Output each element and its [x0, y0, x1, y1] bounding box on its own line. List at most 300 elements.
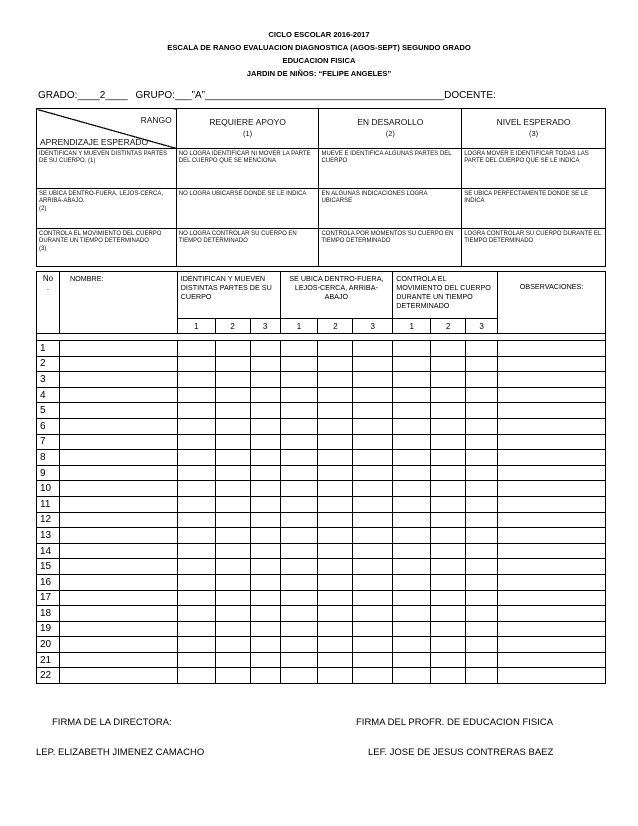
- score-cell[interactable]: [215, 621, 250, 637]
- row-number: 8: [37, 450, 60, 466]
- row-number: 7: [37, 434, 60, 450]
- score-cell[interactable]: [280, 450, 318, 466]
- score-cell[interactable]: [177, 621, 215, 637]
- student-name-cell[interactable]: [59, 512, 177, 528]
- score-cell[interactable]: [353, 418, 393, 434]
- score-cell[interactable]: [431, 372, 466, 388]
- score-cell[interactable]: [280, 465, 318, 481]
- score-cell[interactable]: [466, 621, 498, 637]
- score-cell[interactable]: [431, 528, 466, 544]
- score-cell[interactable]: [318, 652, 353, 668]
- score-cell[interactable]: [431, 418, 466, 434]
- score-cell[interactable]: [215, 434, 250, 450]
- score-cell[interactable]: [177, 590, 215, 606]
- column-header-nivel-esperado: [462, 109, 606, 149]
- observaciones-cell[interactable]: [498, 574, 606, 590]
- score-cell[interactable]: [318, 341, 353, 357]
- score-cell[interactable]: [353, 496, 393, 512]
- score-cell[interactable]: [280, 637, 318, 653]
- student-name-cell[interactable]: [59, 652, 177, 668]
- score-cell[interactable]: [250, 387, 280, 403]
- score-cell[interactable]: [280, 621, 318, 637]
- score-cell[interactable]: [318, 434, 353, 450]
- observaciones-cell[interactable]: [498, 434, 606, 450]
- descriptor-cell: CONTROLA POR MOMENTOS SU CUERPO EN TIEMPO DETERMINADO: [319, 229, 462, 267]
- student-row: [37, 606, 606, 622]
- score-cell[interactable]: [215, 637, 250, 653]
- score-cell[interactable]: [280, 590, 318, 606]
- no-header: [37, 272, 60, 334]
- score-cell[interactable]: [215, 574, 250, 590]
- score-cell[interactable]: [466, 341, 498, 357]
- student-name-cell[interactable]: [59, 621, 177, 637]
- rango-label: RANGO: [140, 115, 172, 125]
- score-cell[interactable]: [466, 512, 498, 528]
- aprendizaje-cell: [37, 189, 177, 229]
- score-cell[interactable]: [215, 341, 250, 357]
- score-cell[interactable]: [215, 387, 250, 403]
- column-header-requiere-apoyo: [176, 109, 319, 149]
- score-cell[interactable]: [250, 356, 280, 372]
- nombre-header: NOMBRE:: [59, 272, 177, 334]
- score-cell[interactable]: [393, 621, 431, 637]
- score-cell[interactable]: [280, 356, 318, 372]
- observaciones-cell[interactable]: [498, 403, 606, 419]
- row-number: 4: [37, 387, 60, 403]
- student-name-cell[interactable]: [59, 559, 177, 575]
- observaciones-cell[interactable]: [498, 450, 606, 466]
- score-cell[interactable]: [431, 450, 466, 466]
- score-cell[interactable]: [393, 496, 431, 512]
- student-name-cell[interactable]: [59, 574, 177, 590]
- score-cell[interactable]: [250, 465, 280, 481]
- score-cell[interactable]: [177, 450, 215, 466]
- score-cell[interactable]: [280, 543, 318, 559]
- score-cell[interactable]: [177, 387, 215, 403]
- observaciones-cell[interactable]: [498, 528, 606, 544]
- score-cell[interactable]: [353, 574, 393, 590]
- score-cell[interactable]: [393, 512, 431, 528]
- score-cell[interactable]: [177, 496, 215, 512]
- score-cell[interactable]: [353, 465, 393, 481]
- score-cell[interactable]: [177, 528, 215, 544]
- row-number: 22: [37, 668, 60, 684]
- score-cell[interactable]: [393, 652, 431, 668]
- score-cell[interactable]: [393, 590, 431, 606]
- score-cell[interactable]: [250, 496, 280, 512]
- score-cell[interactable]: [318, 559, 353, 575]
- score-cell[interactable]: [431, 637, 466, 653]
- score-cell[interactable]: [466, 652, 498, 668]
- score-cell[interactable]: [215, 450, 250, 466]
- student-name-cell[interactable]: [59, 606, 177, 622]
- student-row: [37, 668, 606, 684]
- score-cell[interactable]: [280, 606, 318, 622]
- column-label: EN DESAROLLO: [357, 117, 424, 127]
- score-cell[interactable]: [353, 652, 393, 668]
- observaciones-cell[interactable]: [498, 668, 606, 684]
- score-cell[interactable]: [250, 341, 280, 357]
- student-name-cell[interactable]: [59, 543, 177, 559]
- score-cell[interactable]: [466, 481, 498, 497]
- score-cell[interactable]: [280, 652, 318, 668]
- score-cell[interactable]: [177, 403, 215, 419]
- score-cell[interactable]: [431, 590, 466, 606]
- score-cell[interactable]: [177, 559, 215, 575]
- score-cell[interactable]: [393, 434, 431, 450]
- score-cell[interactable]: [177, 637, 215, 653]
- score-cell[interactable]: [250, 434, 280, 450]
- score-cell[interactable]: [250, 418, 280, 434]
- column-label: REQUIERE APOYO: [209, 117, 286, 127]
- aprendizaje-cell: IDENTIFICAN Y MUEVEN DISTINTAS PARTES DE SU CUERPO. (1): [37, 149, 177, 189]
- level-header: 1: [280, 319, 318, 334]
- group-header-se-ubica: SE UBICA DENTRO-FUERA, LEJOS-CERCA, ARRIBA-ABAJO: [280, 272, 393, 319]
- score-cell[interactable]: [318, 496, 353, 512]
- score-cell[interactable]: [318, 637, 353, 653]
- score-cell[interactable]: [280, 341, 318, 357]
- score-cell[interactable]: [215, 543, 250, 559]
- score-cell[interactable]: [215, 668, 250, 684]
- score-cell[interactable]: [318, 512, 353, 528]
- score-cell[interactable]: [353, 668, 393, 684]
- score-cell[interactable]: [177, 512, 215, 528]
- score-cell[interactable]: [250, 590, 280, 606]
- score-cell[interactable]: [353, 356, 393, 372]
- score-cell[interactable]: [215, 496, 250, 512]
- score-cell[interactable]: [318, 668, 353, 684]
- score-cell[interactable]: [353, 341, 393, 357]
- score-cell[interactable]: [466, 418, 498, 434]
- aprendizaje-text: SE UBICA DENTRO-FUERA, LEJOS-CERCA, ARRIBA-ABAJO.: [39, 191, 164, 205]
- school-title: JARDIN DE NIÑOS: “FELIPE ANGELES”: [246, 69, 392, 78]
- aprendizaje-label: APRENDIZAJE ESPERADO: [40, 136, 149, 147]
- score-cell[interactable]: [353, 481, 393, 497]
- score-cell[interactable]: [280, 418, 318, 434]
- score-cell[interactable]: [215, 481, 250, 497]
- aprendizaje-number: (3): [39, 245, 47, 252]
- observaciones-cell[interactable]: [498, 341, 606, 357]
- observaciones-cell[interactable]: [498, 481, 606, 497]
- score-cell[interactable]: [280, 434, 318, 450]
- score-cell[interactable]: [177, 434, 215, 450]
- score-cell[interactable]: [431, 434, 466, 450]
- score-cell[interactable]: [431, 652, 466, 668]
- score-cell[interactable]: [353, 606, 393, 622]
- score-cell[interactable]: [353, 434, 393, 450]
- score-cell[interactable]: [318, 465, 353, 481]
- observaciones-cell[interactable]: [498, 372, 606, 388]
- score-cell[interactable]: [393, 528, 431, 544]
- score-cell[interactable]: [431, 543, 466, 559]
- score-cell[interactable]: [177, 465, 215, 481]
- row-number: 15: [37, 559, 60, 575]
- score-cell[interactable]: [466, 574, 498, 590]
- subject-title: EDUCACION FISICA: [282, 56, 356, 65]
- observaciones-cell[interactable]: [498, 637, 606, 653]
- column-header-en-desarrollo: [319, 109, 462, 149]
- score-cell[interactable]: [250, 637, 280, 653]
- row-number: 12: [37, 512, 60, 528]
- score-cell[interactable]: [177, 574, 215, 590]
- score-cell[interactable]: [250, 481, 280, 497]
- student-name-cell[interactable]: [59, 418, 177, 434]
- score-cell[interactable]: [318, 574, 353, 590]
- observaciones-cell[interactable]: [498, 465, 606, 481]
- descriptor-cell: MUEVE E IDENTIFICA ALGUNAS PARTES DEL CUERPO: [319, 149, 462, 189]
- score-cell[interactable]: [280, 387, 318, 403]
- score-cell[interactable]: [431, 403, 466, 419]
- score-cell[interactable]: [280, 559, 318, 575]
- score-cell[interactable]: [353, 372, 393, 388]
- score-cell[interactable]: [431, 481, 466, 497]
- descriptor-cell: NO LOGRA IDENTIFICAR NI MOVER LA PARTE DEL CUERPO QUE SE MENCIONA: [176, 149, 319, 189]
- score-cell[interactable]: [250, 372, 280, 388]
- score-cell[interactable]: [466, 543, 498, 559]
- student-name-cell[interactable]: [59, 465, 177, 481]
- student-row: [37, 356, 606, 372]
- rubric-table: [36, 108, 606, 267]
- student-name-cell[interactable]: [59, 481, 177, 497]
- student-name-cell[interactable]: [59, 341, 177, 357]
- score-cell[interactable]: [318, 372, 353, 388]
- score-cell[interactable]: [393, 418, 431, 434]
- student-name-cell[interactable]: [59, 528, 177, 544]
- observaciones-cell[interactable]: [498, 356, 606, 372]
- no-label: No: [42, 274, 54, 283]
- score-cell[interactable]: [393, 356, 431, 372]
- score-cell[interactable]: [393, 637, 431, 653]
- student-name-cell[interactable]: [59, 450, 177, 466]
- score-cell[interactable]: [466, 372, 498, 388]
- score-cell[interactable]: [177, 372, 215, 388]
- score-cell[interactable]: [280, 512, 318, 528]
- score-cell[interactable]: [353, 543, 393, 559]
- score-cell[interactable]: [466, 668, 498, 684]
- score-cell[interactable]: [431, 496, 466, 512]
- score-cell[interactable]: [280, 496, 318, 512]
- row-number: 9: [37, 465, 60, 481]
- observaciones-cell[interactable]: [498, 621, 606, 637]
- student-name-cell[interactable]: [59, 356, 177, 372]
- score-cell[interactable]: [353, 590, 393, 606]
- score-cell[interactable]: [466, 450, 498, 466]
- score-cell[interactable]: [177, 668, 215, 684]
- observaciones-cell[interactable]: [498, 652, 606, 668]
- score-cell[interactable]: [318, 356, 353, 372]
- score-cell[interactable]: [393, 481, 431, 497]
- student-row: [37, 528, 606, 544]
- docente-label: DOCENTE:: [444, 90, 496, 101]
- profesor-signature-label: FIRMA DEL PROFR. DE EDUCACION FISICA: [356, 717, 554, 728]
- score-cell[interactable]: [250, 559, 280, 575]
- score-cell[interactable]: [177, 341, 215, 357]
- score-cell[interactable]: [215, 590, 250, 606]
- score-cell[interactable]: [431, 559, 466, 575]
- grupo-value: ___”A”___: [174, 90, 222, 101]
- observaciones-cell[interactable]: [498, 543, 606, 559]
- score-cell[interactable]: [215, 512, 250, 528]
- descriptor-cell: EN ALGUNAS INDICACIONES LOGRA UBICARSE: [319, 189, 462, 229]
- observaciones-cell[interactable]: [498, 387, 606, 403]
- score-cell[interactable]: [466, 528, 498, 544]
- score-cell[interactable]: [466, 496, 498, 512]
- score-cell[interactable]: [466, 465, 498, 481]
- student-name-cell[interactable]: [59, 590, 177, 606]
- score-cell[interactable]: [353, 387, 393, 403]
- score-cell[interactable]: [393, 668, 431, 684]
- observaciones-cell[interactable]: [498, 418, 606, 434]
- score-cell[interactable]: [353, 512, 393, 528]
- score-cell[interactable]: [318, 387, 353, 403]
- row-number: 21: [37, 652, 60, 668]
- observaciones-cell[interactable]: [498, 606, 606, 622]
- score-cell[interactable]: [280, 481, 318, 497]
- score-cell[interactable]: [318, 403, 353, 419]
- score-cell[interactable]: [353, 403, 393, 419]
- student-name-cell[interactable]: [59, 668, 177, 684]
- score-cell[interactable]: [280, 528, 318, 544]
- column-label: NIVEL ESPERADO: [496, 117, 571, 127]
- score-cell[interactable]: [318, 543, 353, 559]
- score-cell[interactable]: [250, 403, 280, 419]
- score-cell[interactable]: [431, 621, 466, 637]
- score-cell[interactable]: [177, 481, 215, 497]
- student-name-cell[interactable]: [59, 637, 177, 653]
- score-cell[interactable]: [466, 590, 498, 606]
- score-cell[interactable]: [466, 434, 498, 450]
- score-cell[interactable]: [466, 606, 498, 622]
- score-cell[interactable]: [280, 372, 318, 388]
- row-number: 13: [37, 528, 60, 544]
- score-cell[interactable]: [353, 559, 393, 575]
- score-cell[interactable]: [466, 637, 498, 653]
- student-row: [37, 481, 606, 497]
- score-cell[interactable]: [215, 559, 250, 575]
- score-cell[interactable]: [280, 574, 318, 590]
- score-cell[interactable]: [177, 543, 215, 559]
- score-cell[interactable]: [431, 465, 466, 481]
- score-cell[interactable]: [393, 606, 431, 622]
- score-cell[interactable]: [250, 528, 280, 544]
- group-header-identifican: IDENTIFICAN Y MUEVEN DISTINTAS PARTES DE SU CUERPO: [177, 272, 280, 319]
- score-cell[interactable]: [431, 606, 466, 622]
- score-cell[interactable]: [466, 387, 498, 403]
- score-cell[interactable]: [431, 574, 466, 590]
- score-cell[interactable]: [250, 668, 280, 684]
- score-cell[interactable]: [393, 372, 431, 388]
- row-number: 5: [37, 403, 60, 419]
- score-cell[interactable]: [466, 356, 498, 372]
- score-cell[interactable]: [393, 543, 431, 559]
- score-cell[interactable]: [177, 418, 215, 434]
- score-cell[interactable]: [431, 512, 466, 528]
- score-cell[interactable]: [215, 372, 250, 388]
- student-name-cell[interactable]: [59, 496, 177, 512]
- row-number: 11: [37, 496, 60, 512]
- score-cell[interactable]: [177, 356, 215, 372]
- score-cell[interactable]: [466, 403, 498, 419]
- row-number: 10: [37, 481, 60, 497]
- score-cell[interactable]: [431, 341, 466, 357]
- score-cell[interactable]: [318, 590, 353, 606]
- score-cell[interactable]: [393, 450, 431, 466]
- score-cell[interactable]: [215, 606, 250, 622]
- student-name-cell[interactable]: [59, 372, 177, 388]
- score-cell[interactable]: [353, 637, 393, 653]
- score-cell[interactable]: [280, 403, 318, 419]
- score-cell[interactable]: [250, 621, 280, 637]
- docente-fill: ________________________________________: [221, 90, 445, 101]
- row-number: 19: [37, 621, 60, 637]
- score-cell[interactable]: [318, 418, 353, 434]
- student-row: [37, 543, 606, 559]
- score-cell[interactable]: [250, 574, 280, 590]
- score-cell[interactable]: [318, 621, 353, 637]
- score-cell[interactable]: [215, 418, 250, 434]
- student-row: [37, 387, 606, 403]
- score-cell[interactable]: [393, 574, 431, 590]
- student-name-cell[interactable]: [59, 403, 177, 419]
- level-header: 3: [250, 319, 280, 334]
- score-cell[interactable]: [466, 559, 498, 575]
- score-cell[interactable]: [318, 606, 353, 622]
- student-name-cell[interactable]: [59, 387, 177, 403]
- score-cell[interactable]: [393, 341, 431, 357]
- score-cell[interactable]: [353, 528, 393, 544]
- score-cell[interactable]: [393, 403, 431, 419]
- score-cell[interactable]: [250, 652, 280, 668]
- score-cell[interactable]: [250, 450, 280, 466]
- score-cell[interactable]: [318, 450, 353, 466]
- score-cell[interactable]: [353, 450, 393, 466]
- descriptor-cell: LOGRA CONTROLAR SU CUERPO DURANTE EL TIEMPO DETERMINADO: [462, 229, 606, 267]
- score-cell[interactable]: [318, 481, 353, 497]
- score-cell[interactable]: [280, 668, 318, 684]
- descriptor-cell: SE UBICA PERFECTAMENTE DONDE SE LE INDICA: [462, 189, 606, 229]
- score-cell[interactable]: [215, 356, 250, 372]
- score-cell[interactable]: [393, 465, 431, 481]
- score-cell[interactable]: [431, 356, 466, 372]
- score-cell[interactable]: [215, 652, 250, 668]
- observaciones-header: OBSERVACIONES:: [498, 272, 606, 334]
- score-cell[interactable]: [215, 528, 250, 544]
- score-cell[interactable]: [177, 606, 215, 622]
- score-cell[interactable]: [250, 512, 280, 528]
- score-cell[interactable]: [177, 652, 215, 668]
- score-cell[interactable]: [353, 621, 393, 637]
- student-row: [37, 512, 606, 528]
- observaciones-cell[interactable]: [498, 559, 606, 575]
- score-cell[interactable]: [431, 387, 466, 403]
- evaluation-grid: [36, 271, 606, 684]
- score-cell[interactable]: [393, 559, 431, 575]
- score-cell[interactable]: [318, 528, 353, 544]
- observaciones-cell[interactable]: [498, 496, 606, 512]
- score-cell[interactable]: [215, 465, 250, 481]
- score-cell[interactable]: [250, 606, 280, 622]
- grupo-label: GRUPO:: [135, 90, 175, 101]
- score-cell[interactable]: [431, 668, 466, 684]
- score-cell[interactable]: [215, 403, 250, 419]
- student-name-cell[interactable]: [59, 434, 177, 450]
- score-cell[interactable]: [250, 543, 280, 559]
- observaciones-cell[interactable]: [498, 512, 606, 528]
- observaciones-cell[interactable]: [498, 590, 606, 606]
- score-cell[interactable]: [393, 387, 431, 403]
- descriptor-cell: NO LOGRA UBICARSE DONDE SE LE INDICA: [176, 189, 319, 229]
- directora-signature-label: FIRMA DE LA DIRECTORA:: [52, 717, 172, 728]
